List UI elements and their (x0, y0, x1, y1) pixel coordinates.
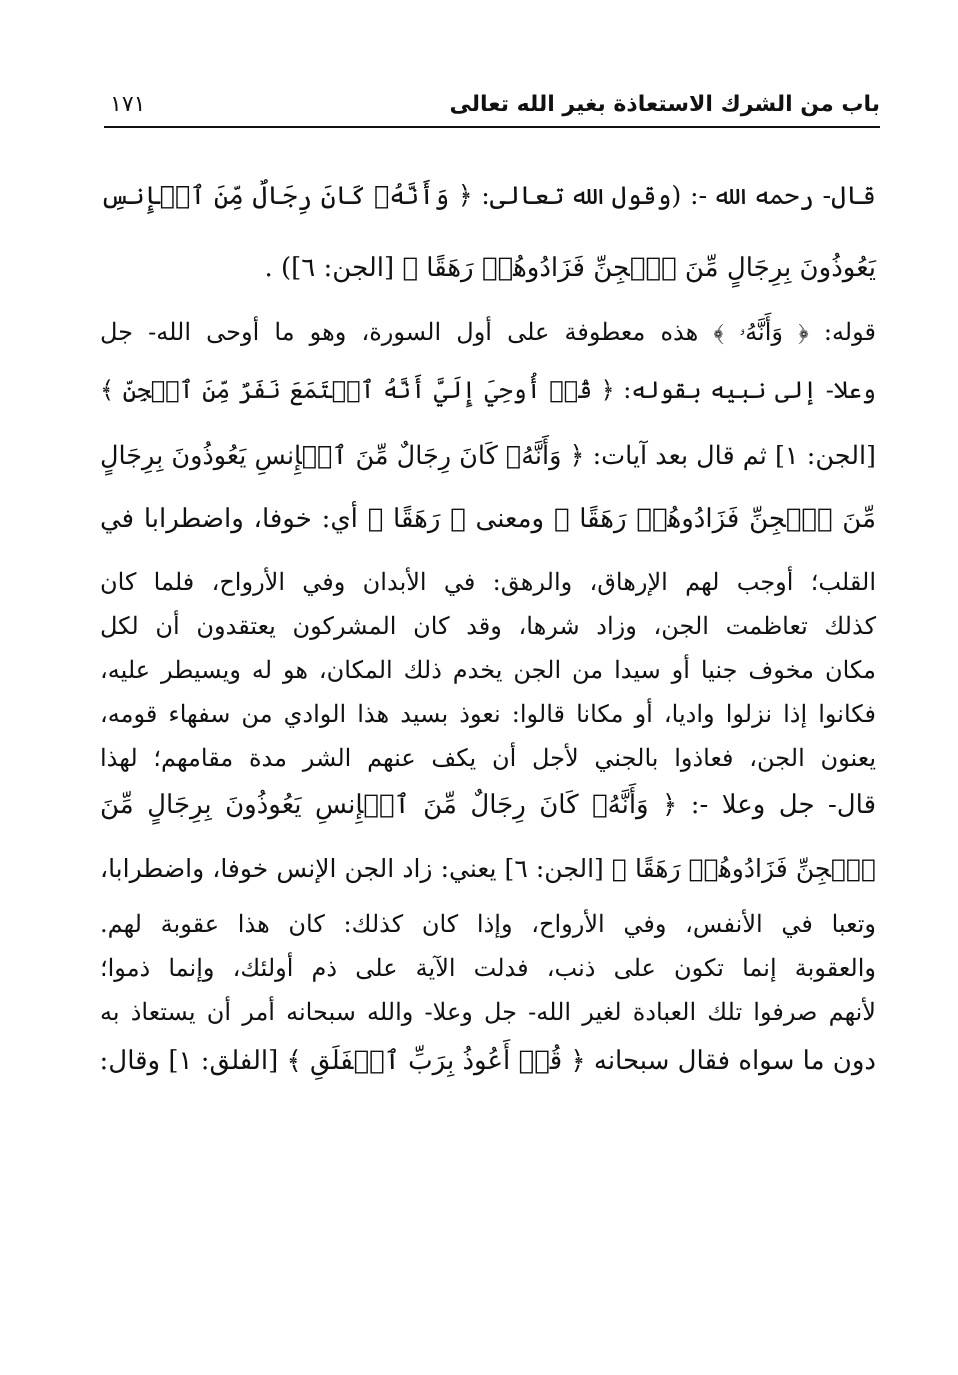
page-header (104, 92, 880, 126)
text-line: فكانوا إذا نزلوا واديا، أو مكانا قالوا: نعوذ بسيد هذا الوادي من سفهاء قومه، (100, 700, 876, 728)
text-line: القلب؛ أوجب لهم الإرهاق، والرهق: في الأبدان وفي الأرواح، فلما كان (100, 568, 876, 596)
text-line: وتعبا في الأنفس، وفي الأرواح، وإذا كان كذلك: كان هذا عقوبة لهم. (100, 910, 876, 938)
text-line: يعنون الجن، فعاذوا بالجني لأجل أن يكف عنهم الشر مدة مقامهم؛ لهذا (100, 744, 876, 772)
header-divider (104, 126, 880, 128)
text-line: قال- جل وعلا -: ﴿ وَأَنَّهُۥ كَانَ رِجَالٌ مِّنَ ٱلۡإِنسِ يَعُوذُونَ بِرِجَالٍ مِّنَ (100, 790, 876, 820)
text-line: مكان مخوف جنيا أو سيدا من الجن يخدم ذلك المكان، هو له ويسيطر عليه، (100, 656, 877, 684)
text-line: يَعُوذُونَ بِرِجَالٍ مِّنَ ٱلۡجِنِّ فَزَادُوهُمۡ رَهَقًا ﴾ [الجن: ٦]) . (264, 253, 876, 283)
text-line: قال- رحمه الله -: (وقول الله تعالى: ﴿ وَأَنَّهُۥ كَانَ رِجَالٌ مِّنَ ٱلۡإِنسِ (100, 181, 876, 211)
page-number: ١٧١ (110, 92, 146, 117)
commentary-paragraph (100, 318, 876, 1102)
text-line: كذلك تعاظمت الجن، وزاد شرها، وقد كان المشركون يعتقدون أن لكل (100, 612, 876, 640)
text-line: ٱلۡجِنِّ فَزَادُوهُمۡ رَهَقًا ﴾ [الجن: ٦] يعني: زاد الجن الإنس خوفا، واضطرابا، (100, 854, 876, 883)
text-line: والعقوبة إنما تكون على ذنب، فدلت الآية على ذم أولئك، وإنما ذموا؛ (100, 954, 876, 982)
text-line: مِّنَ ٱلۡجِنِّ فَزَادُوهُمۡ رَهَقًا ﴾ ومعنى ﴿ رَهَقًا ﴾ أي: خوفا، واضطرابا في (100, 504, 876, 534)
text-line: وعلا- إلى نبيه بقوله: ﴿ قُلۡ أُوحِيَ إِلَيَّ أَنَّهُ ٱسۡتَمَعَ نَفَرٌ مِّنَ ٱلۡجِنِّ ﴾ (100, 376, 876, 404)
text-line: قوله: ﴿ وَأَنَّهُۥ ﴾ هذه معطوفة على أول السورة، وهو ما أوحى الله- جل (100, 318, 876, 346)
text-line: [الجن: ١] ثم قال بعد آيات: ﴿ وَأَنَّهُۥ كَانَ رِجَالٌ مِّنَ ٱلۡإِنسِ يَعُوذُونَ بِرِجَالٍ (100, 441, 876, 471)
text-line: لأنهم صرفوا تلك العبادة لغير الله- جل وعلا- والله سبحانه أمر أن يستعاذ به (100, 998, 876, 1026)
opening-paragraph (100, 160, 876, 304)
text-line: دون ما سواه فقال سبحانه ﴿ قُلۡ أَعُوذُ بِرَبِّ ٱلۡفَلَقِ ﴾ [الفلق: ١] وقال: (99, 1046, 876, 1076)
chapter-title: باب من الشرك الاستعاذة بغير الله تعالى (449, 92, 880, 117)
